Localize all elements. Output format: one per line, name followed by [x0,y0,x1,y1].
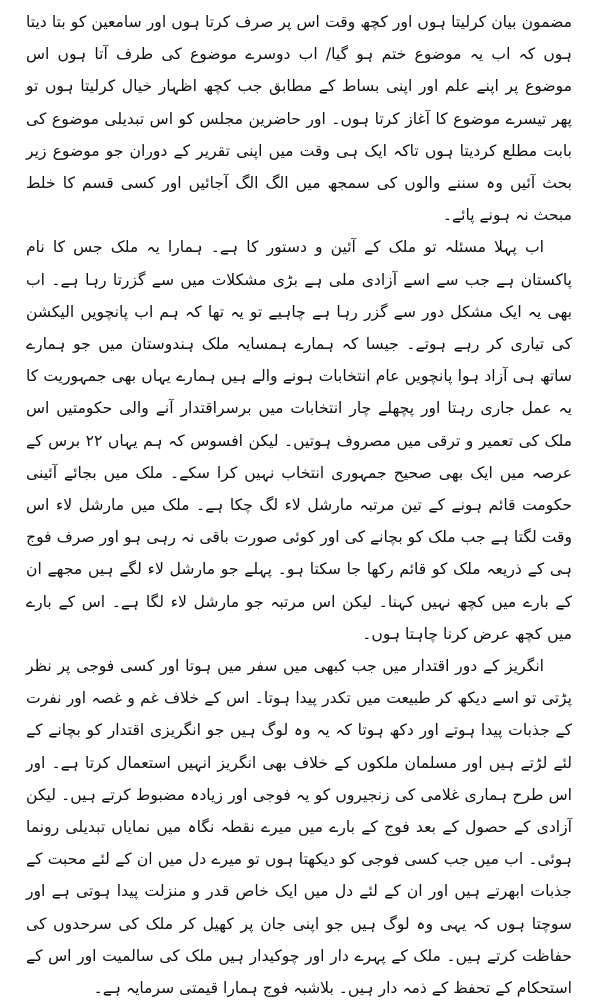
paragraph-1: مضمون بیان کرلیتا ہوں اور کچھ وقت اس پر صرف کرتا ہوں اور سامعین کو بتا دیتا ہوں کہ اب یہ موضوع ختم ہو گیا/ اب دوسرے موضوع کی طرف آتا ہوں اس موضوع پر اپنے علم اور اپنی بساط کے مطابق جب کچھ اظہار خیال کرلیتا ہوں تو پھر تیسرے موضوع کا آغاز کرتا ہوں۔ اور حاضرین مجلس کو اس تبدیلی موضوع کی بابت مطلع کردیتا ہوں تاکہ ایک ہی وقت میں اپنی تقریر کے دوران جو موضوع زیر بحث آئیں وہ سننے والوں کی سمجھ میں الگ الگ آجائیں اور کسی قسم کا خلط مبحث نہ ہونے پائے۔ [26,13,572,225]
paragraph-3: انگریز کے دور اقتدار میں جب کبھی میں سفر میں ہوتا اور کسی فوجی پر نظر پڑتی تو اسے دیکھ کر طبیعت میں تکدر پیدا ہوتا۔ اس کے خلاف غم و غصہ اور نفرت کے جذبات پیدا ہوتے اور دکھ ہوتا کہ یہ وہ لوگ ہیں جو انگریزی اقتدار کو بچانے کے لئے لڑتے ہیں اور مسلمان ملکوں کے خلاف بھی انگریز انہیں استعمال کرتا ہے۔ اور اس طرح ہماری غلامی کی زنجیروں کو یہ فوجی اور زیادہ مضبوط کرتے ہیں۔ لیکن آزادی کے حصول کے بعد فوج کے بارے میں میرے نقطہ نگاہ میں نمایاں تبدیلی رونما ہوئی۔ اب میں جب کسی فوجی کو دیکھتا ہوں تو میرے دل میں ان کے لئے محبت کے جذبات ابھرتے ہیں اور ان کے لئے دل میں ایک خاص قدر و منزلت پیدا ہوتی ہے اور سوچتا ہوں کہ یہی وہ لوگ ہیں جو اپنی جان پر کھیل کر ملک کی سرحدوں کی حفاظت کرتے ہیں۔ ملک کے پہرے دار اور چوکیدار ہیں ملک کی سالمیت اور اس کے استحکام کے تحفظ کے ذمہ دار ہیں۔ بلاشبہ فوج ہمارا قیمتی سرمایہ ہے۔ [26,657,572,998]
paragraph-2: اب پہلا مسئلہ تو ملک کے آئین و دستور کا ہے۔ ہمارا یہ ملک جس کا نام پاکستان ہے جب سے اسے آزادی ملی ہے بڑی مشکلات میں سے گزرتا رہا ہے۔ اب بھی یہ ایک مشکل دور سے گزر رہا ہے چاہیے تو یہ تھا کہ ہم اب پانچویں الیکشن کی تیاری کر رہے ہوتے۔ جیسا کہ ہمارے ہمسایہ ملک ہندوستان میں جو ہمارے ساتھ ہی آزاد ہوا پانچویں عام انتخابات ہونے والے ہیں ہمارے یہاں بھی جمہوریت کا یہ عمل جاری رہتا اور پچھلے چار انتخابات میں برسراقتدار آنے والی حکومتیں اس ملک کی تعمیر و ترقی میں مصروف ہوتیں۔ لیکن افسوس کہ ہم یہاں ۲۲ برس کے عرصہ میں ایک بھی صحیح جمہوری انتخاب نہیں کرا سکے۔ ملک میں بجائے آئینی حکومت قائم ہونے کے تین مرتبہ مارشل لاء لگ چکا ہے۔ ملک میں مارشل لاء اس وقت لگتا ہے جب ملک کو بچانے کی اور کوئی صورت باقی نہ رہی ہو اور صرف فوج ہی کے ذریعہ ملک کو قائم رکھا جا سکتا ہو۔ پہلے جو مارشل لاء لگے ہیں مجھے ان کے بارے میں کچھ نہیں کہنا۔ لیکن اس مرتبہ جو مارشل لاء لگا ہے۔ اس کے بارے میں کچھ عرض کرنا چاہتا ہوں۔ [26,238,572,643]
